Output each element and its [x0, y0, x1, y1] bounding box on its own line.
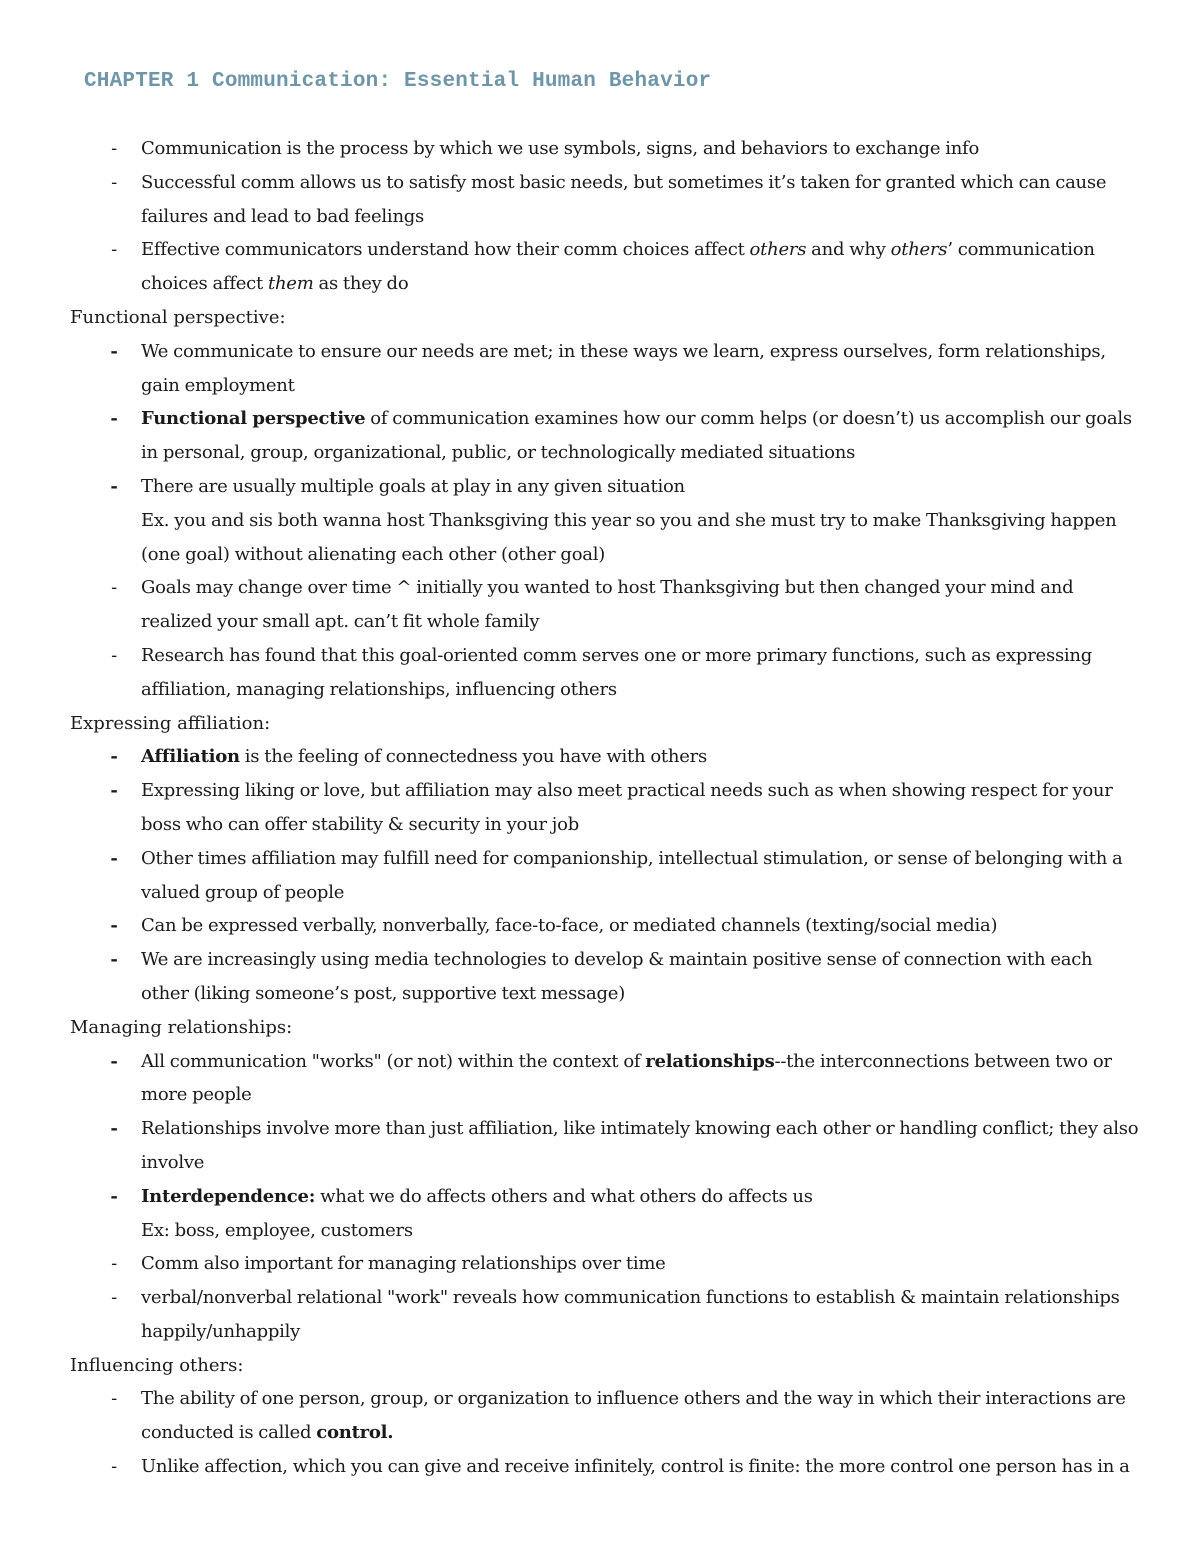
dash-bullet-icon: - — [110, 408, 118, 430]
dash-bullet-icon: - — [110, 915, 118, 937]
section-heading-relationships: Managing relationships: — [70, 1016, 293, 1038]
dash-bullet-icon: - — [111, 1388, 117, 1410]
list-item: - Can be expressed verbally, nonverbally, face-to-face, or mediated channels (texting/social media) — [70, 909, 1140, 943]
list-item: - Successful comm allows us to satisfy most basic needs, but sometimes it’s taken for granted which can cause failures and lead to bad feelings — [70, 166, 1140, 234]
list-item: - verbal/nonverbal relational "work" reveals how communication functions to establish & maintain relationships happily/unhappily — [70, 1281, 1140, 1349]
list-item: - There are usually multiple goals at play in any given situation Ex. you and sis both wanna host Thanksgiving this year so you and she must try to make Thanksgiving happen (one goal) without alienating each other (other goal) — [70, 470, 1140, 571]
list-item: - The ability of one person, group, or organization to influence others and the way in which their interactions are conducted is called control. — [70, 1382, 1140, 1450]
section-heading-affiliation: Expressing affiliation: — [70, 712, 271, 734]
dash-bullet-icon: - — [110, 340, 118, 362]
dash-bullet-icon: - — [111, 1287, 117, 1309]
relationships-list — [70, 1045, 1140, 1349]
chapter-title: CHAPTER 1 Communication: Essential Human Behavior — [84, 70, 712, 93]
list-item: - Affiliation is the feeling of connectedness you have with others — [70, 740, 1140, 774]
example-text: Ex. you and sis both wanna host Thanksgiving this year so you and she must try to make Thanksgiving happen (one goal) without alienating each other (other goal) — [141, 509, 1117, 565]
dash-bullet-icon: - — [111, 644, 117, 666]
section-heading-functional: Functional perspective: — [70, 306, 286, 328]
dash-bullet-icon: - — [111, 239, 117, 261]
example-text: Ex: boss, employee, customers — [141, 1219, 413, 1241]
list-item: - Interdependence: what we do affects others and what others do affects us Ex: boss, employee, customers — [70, 1180, 1140, 1248]
functional-list — [70, 335, 1140, 707]
list-item: - Expressing liking or love, but affiliation may also meet practical needs such as when showing respect for your boss who can offer stability & security in your job — [70, 774, 1140, 842]
list-item: - Comm also important for managing relationships over time — [70, 1247, 1140, 1281]
dash-bullet-icon: - — [110, 475, 118, 497]
dash-bullet-icon: - — [110, 1185, 118, 1207]
dash-bullet-icon: - — [111, 1253, 117, 1275]
list-item: - Functional perspective of communication examines how our comm helps (or doesn’t) us accomplish our goals in personal, group, organizational, public, or technologically mediated situations — [70, 402, 1140, 470]
dash-bullet-icon: - — [110, 1050, 118, 1072]
dash-bullet-icon: - — [110, 1118, 118, 1140]
dash-bullet-icon: - — [111, 171, 117, 193]
list-item: - Goals may change over time ^ initially you wanted to host Thanksgiving but then changed your mind and realized your small apt. can’t fit whole family — [70, 571, 1140, 639]
affiliation-list — [70, 740, 1140, 1010]
list-item: - Other times affiliation may fulfill need for companionship, intellectual stimulation, or sense of belonging with a valued group of people — [70, 842, 1140, 910]
list-item: - Relationships involve more than just affiliation, like intimately knowing each other or handling conflict; they also involve — [70, 1112, 1140, 1180]
notes-body — [70, 132, 1140, 1484]
list-item: - Effective communicators understand how their comm choices affect others and why others’ communication choices affect them as they do — [70, 233, 1140, 301]
dash-bullet-icon: - — [111, 1456, 117, 1478]
list-item: - We communicate to ensure our needs are met; in these ways we learn, express ourselves, form relationships, gain employment — [70, 335, 1140, 403]
dash-bullet-icon: - — [110, 847, 118, 869]
influencing-list — [70, 1382, 1140, 1483]
dash-bullet-icon: - — [111, 577, 117, 599]
list-item: - All communication "works" (or not) within the context of relationships--the interconnections between two or more people — [70, 1045, 1140, 1113]
dash-bullet-icon: - — [110, 746, 118, 768]
list-item: - Unlike affection, which you can give and receive infinitely, control is finite: the more control one person has in a — [70, 1450, 1140, 1484]
list-item: - We are increasingly using media technologies to develop & maintain positive sense of connection with each other (liking someone’s post, supportive text message) — [70, 943, 1140, 1011]
section-heading-influencing: Influencing others: — [70, 1354, 244, 1376]
list-item: - Research has found that this goal-oriented comm serves one or more primary functions, such as expressing affiliation, managing relationships, influencing others — [70, 639, 1140, 707]
dash-bullet-icon: - — [110, 949, 118, 971]
list-item: - Communication is the process by which we use symbols, signs, and behaviors to exchange info — [70, 132, 1140, 166]
intro-list — [70, 132, 1140, 301]
dash-bullet-icon: - — [111, 138, 117, 159]
dash-bullet-icon: - — [110, 780, 118, 802]
